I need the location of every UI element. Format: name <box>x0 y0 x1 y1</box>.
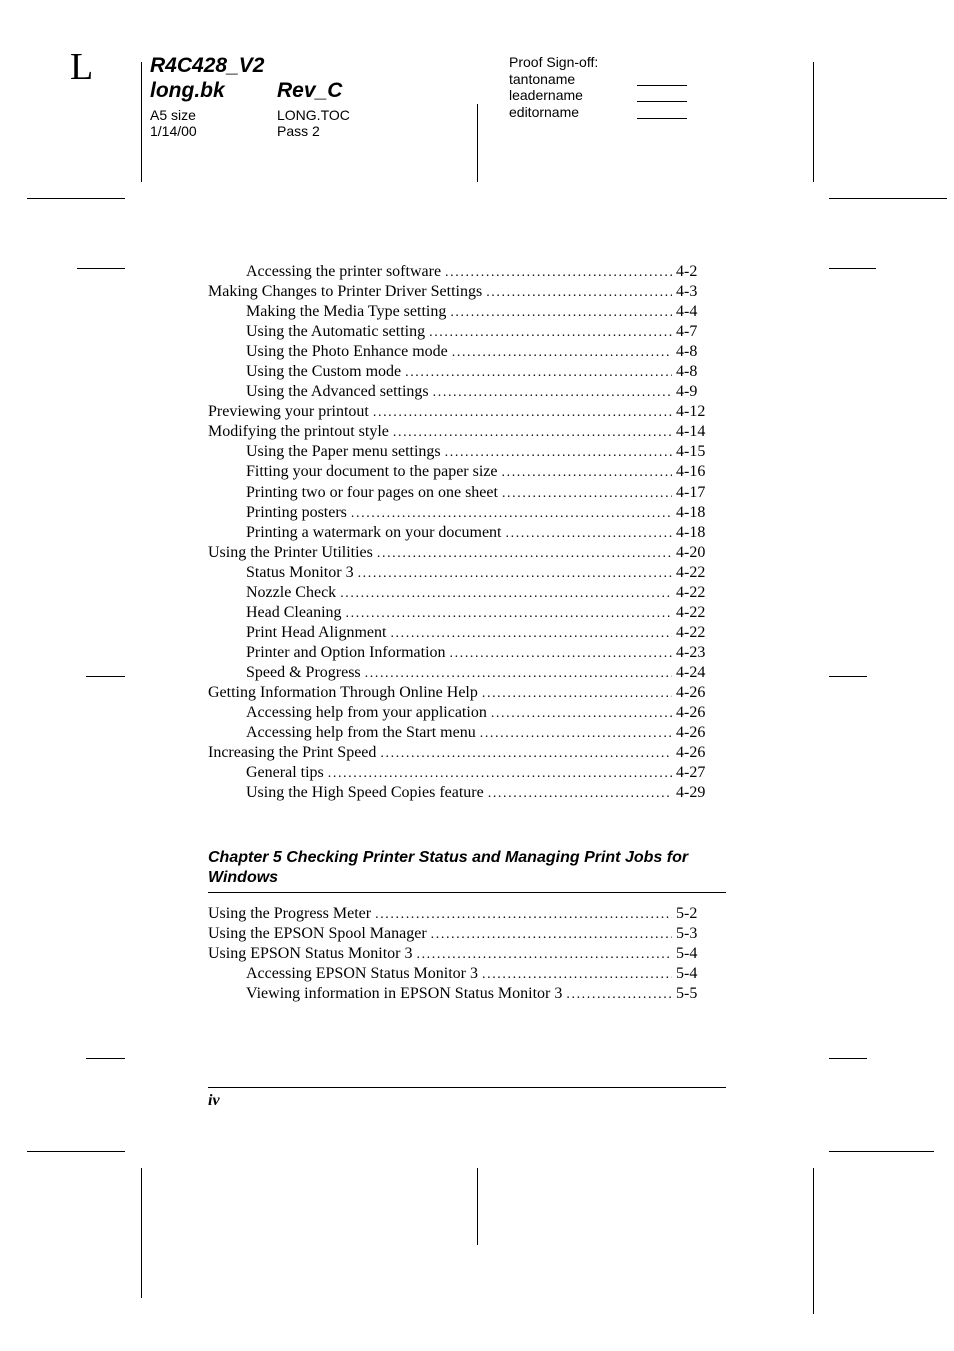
toc-entry-title: Printing two or four pages on one sheet <box>246 483 498 501</box>
crop-mark-vertical <box>477 104 478 182</box>
toc-entry-title: Viewing information in EPSON Status Monitor 3 <box>246 985 563 1003</box>
toc-entry <box>208 523 708 543</box>
crop-mark-horizontal <box>27 1151 125 1152</box>
toc-leader-dots <box>566 985 672 1005</box>
toc-entry-title: Using the Photo Enhance mode <box>246 343 448 361</box>
toc-leader-dots <box>445 443 672 463</box>
toc-leader-dots <box>340 584 672 604</box>
toc-entry-title: Printer and Option Information <box>246 643 446 661</box>
toc-entry-page: 4-8 <box>676 343 698 361</box>
crop-mark-horizontal <box>77 268 125 269</box>
toc-entry-title: Head Cleaning <box>246 603 342 621</box>
signoff-blank <box>637 85 687 86</box>
crop-mark-horizontal <box>829 676 867 677</box>
corner-letter: L <box>70 46 94 88</box>
toc-entry-title: Using EPSON Status Monitor 3 <box>208 945 413 963</box>
toc-leader-dots <box>491 704 672 724</box>
toc-entry <box>208 503 708 523</box>
toc-entry-page: 5-3 <box>676 925 698 943</box>
proof-signoff-label: Proof Sign-off: <box>509 54 599 70</box>
toc-entry-title: Using the High Speed Copies feature <box>246 784 484 802</box>
signoff-blank <box>637 101 687 102</box>
toc-leader-dots <box>375 905 672 925</box>
toc-entry-page: 4-24 <box>676 663 706 681</box>
toc-leader-dots <box>502 463 673 483</box>
toc-entry <box>208 964 708 984</box>
toc-entry-title: Accessing EPSON Status Monitor 3 <box>246 965 478 983</box>
toc-leader-dots <box>506 524 673 544</box>
toc-entry <box>208 462 708 482</box>
toc-leader-dots <box>405 363 672 383</box>
toc-leader-dots <box>488 784 672 804</box>
toc-entry-title: Nozzle Check <box>246 583 337 601</box>
crop-mark-vertical <box>141 1168 142 1298</box>
crop-mark-horizontal <box>829 198 947 199</box>
toc-entry-page: 4-18 <box>676 503 706 521</box>
toc-entry-page: 4-18 <box>676 523 706 541</box>
crop-mark-horizontal <box>27 198 125 199</box>
toc-entry-title: Printing posters <box>246 503 347 521</box>
toc-list <box>208 262 708 803</box>
crop-mark-vertical <box>477 1168 478 1245</box>
toc-leader-dots <box>393 423 672 443</box>
toc-entry-title: Accessing help from your application <box>246 704 487 722</box>
toc-entry-page: 4-26 <box>676 724 706 742</box>
crop-mark-horizontal <box>829 1151 934 1152</box>
toc-leader-dots <box>452 343 672 363</box>
toc-leader-dots <box>482 684 672 704</box>
toc-entry-title: Getting Information Through Online Help <box>208 683 478 701</box>
toc-entry <box>208 984 708 1004</box>
toc-entry-title: Using the Paper menu settings <box>246 443 441 461</box>
toc-entry-title: Using the Custom mode <box>246 363 402 381</box>
toc-entry <box>208 282 708 302</box>
toc-leader-dots <box>433 383 672 403</box>
toc-entry <box>208 924 708 944</box>
toc-entry <box>208 262 708 282</box>
toc-entry <box>208 663 708 683</box>
toc-entry <box>208 302 708 322</box>
toc-leader-dots <box>380 744 672 764</box>
toc-entry-title: Modifying the printout style <box>208 423 389 441</box>
toc-entry-page: 4-12 <box>676 403 706 421</box>
book-name: long.bk <box>150 79 225 102</box>
crop-mark-vertical <box>813 62 814 182</box>
toc-entry-title: Using the Automatic setting <box>246 323 426 341</box>
toc-entry-title: Making Changes to Printer Driver Settings <box>208 283 483 301</box>
toc-entry-title: Fitting your document to the paper size <box>246 463 498 481</box>
toc-entry-page: 4-8 <box>676 363 698 381</box>
toc-entry-page: 4-27 <box>676 764 706 782</box>
toc-entry-page: 4-22 <box>676 583 706 601</box>
toc-entry-page: 5-4 <box>676 965 698 983</box>
toc-entry-title: Increasing the Print Speed <box>208 744 377 762</box>
toc-entry <box>208 442 708 462</box>
file-name: LONG.TOC <box>277 107 350 123</box>
toc-entry-page: 4-22 <box>676 623 706 641</box>
toc-entry-page: 4-3 <box>676 283 698 301</box>
toc-entry-title: Speed & Progress <box>246 663 361 681</box>
toc-entry-page: 4-16 <box>676 463 706 481</box>
toc-entry <box>208 603 708 623</box>
toc-entry <box>208 703 708 723</box>
revision: Rev_C <box>277 79 343 102</box>
toc-entry-title: Status Monitor 3 <box>246 563 354 581</box>
toc-leader-dots <box>450 644 672 664</box>
toc-entry <box>208 643 708 663</box>
doc-date: 1/14/00 <box>150 123 197 139</box>
toc-entry-page: 4-22 <box>676 563 706 581</box>
toc-entry <box>208 563 708 583</box>
toc-entry-page: 4-9 <box>676 383 698 401</box>
page-number: iv <box>208 1092 220 1109</box>
toc-entry-title: Printing a watermark on your document <box>246 523 502 541</box>
paper-size: A5 size <box>150 107 196 123</box>
toc-leader-dots <box>358 564 672 584</box>
toc-leader-dots <box>431 925 672 945</box>
toc-leader-dots <box>450 303 672 323</box>
crop-mark-horizontal <box>86 676 125 677</box>
signoff-leader: leadername <box>509 87 583 103</box>
toc-entry <box>208 362 708 382</box>
toc-entry-page: 5-5 <box>676 985 698 1003</box>
toc-entry-title: Using the Advanced settings <box>246 383 429 401</box>
crop-mark-horizontal <box>829 268 876 269</box>
toc-entry-title: Accessing the printer software <box>246 263 442 280</box>
toc-entry-page: 4-26 <box>676 744 706 762</box>
toc-list <box>208 904 708 1004</box>
toc-entry-page: 4-20 <box>676 543 706 561</box>
toc-entry-page: 4-14 <box>676 423 706 441</box>
toc-entry-page: 4-26 <box>676 704 706 722</box>
toc-entry-title: Accessing help from the Start menu <box>246 724 476 742</box>
toc-entry <box>208 543 708 563</box>
toc-entry <box>208 342 708 362</box>
chapter-rule <box>208 892 726 893</box>
toc-entry-title: Using the Printer Utilities <box>208 543 373 561</box>
toc-entry-page: 5-2 <box>676 905 698 922</box>
toc-entry <box>208 904 708 924</box>
toc-leader-dots <box>429 323 672 343</box>
crop-mark-horizontal <box>86 1058 125 1059</box>
doc-code: R4C428_V2 <box>150 54 265 77</box>
footer-rule <box>208 1087 726 1088</box>
toc-entry <box>208 402 708 422</box>
pass-number: Pass 2 <box>277 123 320 139</box>
toc-entry-page: 4-2 <box>676 263 698 280</box>
chapter-heading: Chapter 5 Checking Printer Status and Managing Print Jobs for Windows <box>208 849 689 886</box>
signoff-blank <box>637 118 687 119</box>
toc-leader-dots <box>486 283 672 303</box>
toc-entry-page: 5-4 <box>676 945 698 963</box>
toc-entry-page: 4-29 <box>676 784 706 802</box>
toc-leader-dots <box>365 664 672 684</box>
toc-entry <box>208 422 708 442</box>
signoff-editor: editorname <box>509 104 580 120</box>
toc-entry <box>208 723 708 743</box>
toc-entry-page: 4-7 <box>676 323 698 341</box>
toc-entry-page: 4-17 <box>676 483 706 501</box>
toc-leader-dots <box>328 764 672 784</box>
toc-leader-dots <box>373 403 672 423</box>
toc-leader-dots <box>416 945 672 965</box>
toc-entry-page: 4-23 <box>676 643 706 661</box>
toc-entry-title: Print Head Alignment <box>246 623 387 641</box>
toc-entry-title: Using the EPSON Spool Manager <box>208 925 427 943</box>
toc-entry-page: 4-26 <box>676 683 706 701</box>
toc-entry <box>208 763 708 783</box>
toc-entry <box>208 743 708 763</box>
toc-entry-title: Using the Progress Meter <box>208 905 372 922</box>
toc-entry <box>208 783 708 803</box>
toc-entry-page: 4-4 <box>676 303 698 321</box>
toc-leader-dots <box>445 263 672 283</box>
toc-leader-dots <box>482 965 672 985</box>
toc-leader-dots <box>502 484 672 504</box>
toc-leader-dots <box>377 544 672 564</box>
toc-entry <box>208 382 708 402</box>
toc-entry <box>208 483 708 503</box>
toc-entry <box>208 322 708 342</box>
toc-leader-dots <box>351 504 672 524</box>
toc-entry-title: Making the Media Type setting <box>246 303 447 321</box>
signoff-tanto: tantoname <box>509 71 576 87</box>
toc-entry <box>208 623 708 643</box>
toc-entry-page: 4-22 <box>676 603 706 621</box>
crop-mark-horizontal <box>829 1058 867 1059</box>
crop-mark-vertical <box>813 1168 814 1314</box>
toc-entry <box>208 583 708 603</box>
toc-entry-title: Previewing your printout <box>208 403 369 421</box>
toc-leader-dots <box>346 604 672 624</box>
toc-leader-dots <box>480 724 672 744</box>
crop-mark-vertical <box>141 62 142 182</box>
toc-entry <box>208 944 708 964</box>
toc-entry-title: General tips <box>246 764 324 782</box>
toc-entry-page: 4-15 <box>676 443 706 461</box>
toc-entry <box>208 683 708 703</box>
toc-leader-dots <box>390 624 672 644</box>
